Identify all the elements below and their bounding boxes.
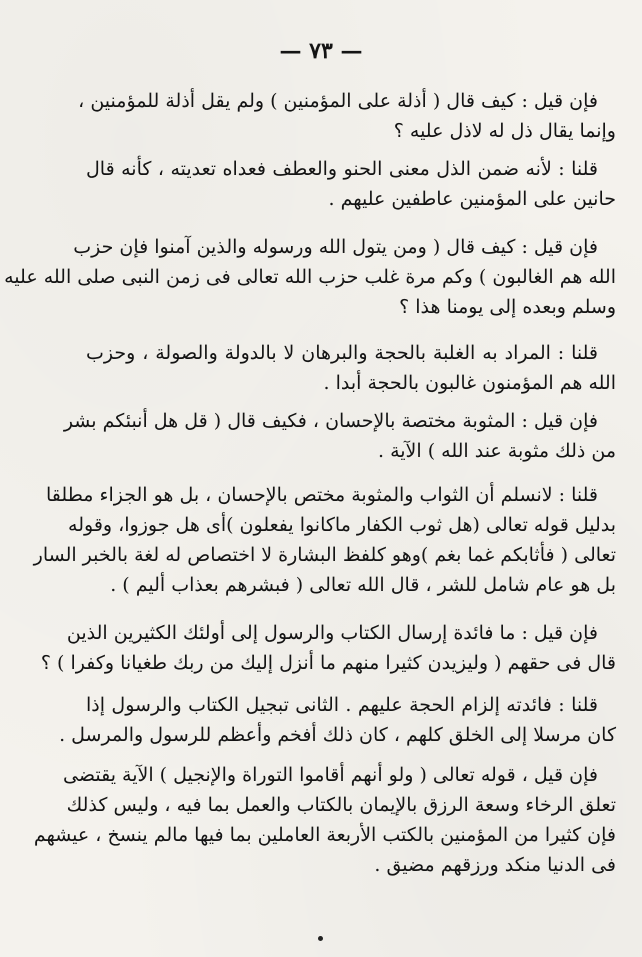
paragraph-question-5	[33, 760, 616, 880]
paragraph-question-1	[78, 86, 616, 146]
text-line: فإن قيل : كيف قال ( أذلة على المؤمنين ) ولم يقل أذلة للمؤمنين ،	[78, 90, 598, 112]
text-line: من ذلك مثوبة عند الله ) الآية .	[377, 440, 616, 462]
text-line: فإن قيل : المثوبة مختصة بالإحسان ، فكيف قال ( قل هل أنبئكم بشر	[63, 410, 598, 432]
text-line: وسلم وبعده إلى يومنا هذا ؟	[399, 296, 616, 318]
text-line: حانين على المؤمنين عاطفين عليهم .	[328, 188, 616, 210]
text-line: قلنا : المراد به الغلبة بالحجة والبرهان لا بالدولة والصولة ، وحزب	[86, 342, 598, 364]
page-number: — ٧٣ —	[279, 38, 363, 64]
text-line: كان مرسلا إلى الخلق كلهم ، كان ذلك أفخم وأعظم للرسول والمرسل .	[59, 724, 616, 746]
text-line: تعالى ( فأثابكم غما بغم )وهو كلفظ البشارة لا اختصاص له لغة بالخبر السار	[33, 544, 616, 566]
text-line: فإن قيل ، قوله تعالى ( ولو أنهم أقاموا التوراة والإنجيل ) الآية يقتضى	[63, 764, 598, 786]
text-line: بل هو عام شامل للشر ، قال الله تعالى ( فبشرهم بعذاب أليم ) .	[110, 574, 616, 596]
text-line: قلنا : فائدته إلزام الحجة عليهم . الثانى تبجيل الكتاب والرسول إذا	[86, 694, 598, 716]
paragraph-answer-1	[86, 154, 616, 214]
text-line: قلنا : لانسلم أن الثواب والمثوبة مختص بالإحسان ، بل هو الجزاء مطلقا	[46, 484, 598, 506]
text-line: الله هم الغالبون ) وكم مرة غلب حزب الله تعالى فى زمن النبى صلى الله عليه	[4, 266, 616, 288]
text-line: فى الدنيا منكد ورزقهم مضيق .	[374, 854, 616, 876]
paragraph-question-3	[63, 406, 616, 466]
text-line: قال فى حقهم ( وليزيدن كثيرا منهم ما أنزل إليك من ربك طغيانا وكفرا ) ؟	[40, 652, 616, 674]
text-line: فإن كثيرا من المؤمنين بالكتب الأربعة العاملين بما فيها مالم ينسخ ، عيشهم	[33, 824, 616, 846]
paragraph-answer-3	[33, 480, 616, 600]
text-line: قلنا : لأنه ضمن الذل معنى الحنو والعطف فعداه تعديته ، كأنه قال	[86, 158, 598, 180]
paragraph-question-2	[4, 232, 616, 322]
paragraph-question-4	[40, 618, 616, 678]
ink-dot	[318, 936, 323, 941]
text-line: تعلق الرخاء وسعة الرزق بالإيمان بالكتاب والعمل بما فيه ، وليس كذلك	[66, 794, 616, 816]
text-line: الله هم المؤمنون غالبون بالحجة أبدا .	[323, 372, 616, 394]
text-line: فإن قيل : ما فائدة إرسال الكتاب والرسول إلى أولئك الكثيرين الذين	[66, 622, 598, 644]
text-line: بدليل قوله تعالى (هل ثوب الكفار ماكانوا يفعلون )أى هل جوزوا، وقوله	[68, 514, 616, 536]
paragraph-answer-2	[86, 338, 616, 398]
paragraph-answer-4	[59, 690, 616, 750]
text-line: وإنما يقال ذل له لاذل عليه ؟	[393, 120, 616, 142]
text-line: فإن قيل : كيف قال ( ومن يتول الله ورسوله والذين آمنوا فإن حزب	[73, 236, 598, 258]
